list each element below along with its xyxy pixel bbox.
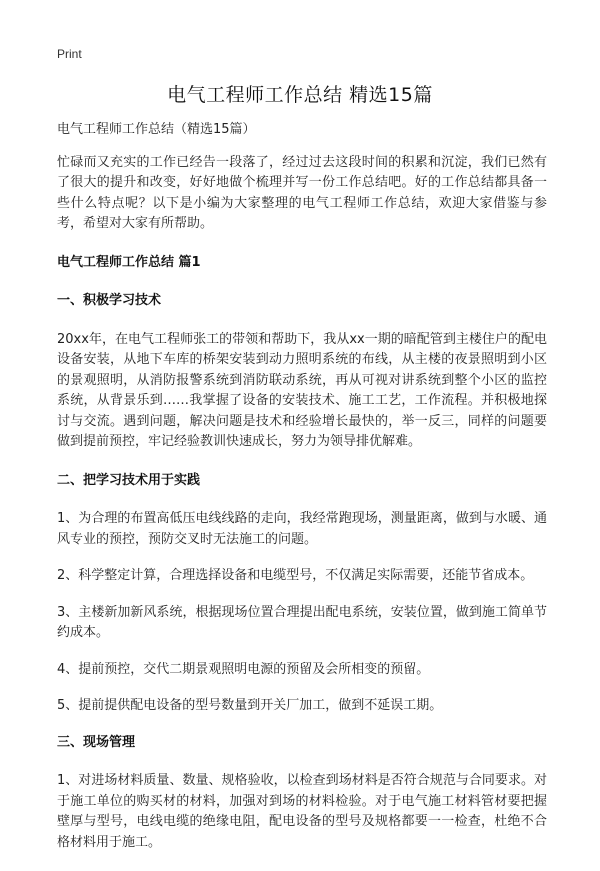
print-label: Print — [57, 47, 82, 61]
list-item: 4、提前预控，交代二期景观照明电源的预留及会所相变的预留。 — [57, 661, 430, 677]
paragraph-learning: 20xx年，在电气工程师张工的带领和帮助下，我从xx一期的暗配管到主楼住户的配电设备安装，从地下车库的桥架安装到动力照明系统的布线，从主楼的夜景照明到小区的景观照明，从消防报警系统到消防联动系统，再从可视对讲系统到整个小区的监控系统，从背景乐到……我掌握了设备的安装技术、施工工艺，工作流程。并积极地探讨与交流。遇到问题，解决问题是技术和经验增长最快的，举一反三，同样的问题要做到提前预控，牢记经验教训快速成长，努力为领导排优解难。 — [57, 331, 547, 449]
page-title: 电气工程师工作总结 精选15篇 — [167, 84, 433, 106]
section-title: 电气工程师工作总结 篇1 — [57, 254, 201, 270]
list-item: 2、科学整定计算，合理选择设备和电缆型号，不仅满足实际需要，还能节省成本。 — [57, 568, 534, 583]
list-item: 1、为合理的布置高低压电线线路的走向，我经常跑现场，测量距离，做到与水暖、通风专业的预控，预防交叉时无法施工的问题。 — [57, 511, 547, 547]
heading-site-management: 三、现场管理 — [57, 734, 136, 750]
paragraph-site-management: 1、对进场材料质量、数量、规格验收，以检查到场材料是否符合规范与合同要求。对于施工单位的购买材的材料，加强对到场的材料检验。对于电气施工材料管材要把握壁厚与型号，电线电缆的绝缘电阻，配电设备的型号及规格都要一一检查，杜绝不合格材料用于施工。 — [57, 773, 547, 850]
heading-practice: 二、把学习技术用于实践 — [57, 472, 201, 488]
list-item: 5、提前提供配电设备的型号数量到开关厂加工，做到不延误工期。 — [57, 698, 443, 713]
list-item: 3、主楼新加新风系统，根据现场位置合理提出配电系统，安装位置，做到施工简单节约成本。 — [57, 604, 547, 640]
heading-learning: 一、积极学习技术 — [57, 293, 162, 308]
document-subtitle: 电气工程师工作总结（精选15篇） — [57, 122, 256, 137]
document-body — [57, 120, 547, 871]
intro-paragraph: 忙碌而又充实的工作已经告一段落了，经过过去这段时间的积累和沉淀，我们已然有了很大的提升和改变，好好地做个梳理并写一份工作总结吧。好的工作总结都具备一些什么特点呢？以下是小编为大家整理的电气工程师工作总结，欢迎大家借鉴与参考，希望对大家有所帮助。 — [57, 154, 547, 231]
